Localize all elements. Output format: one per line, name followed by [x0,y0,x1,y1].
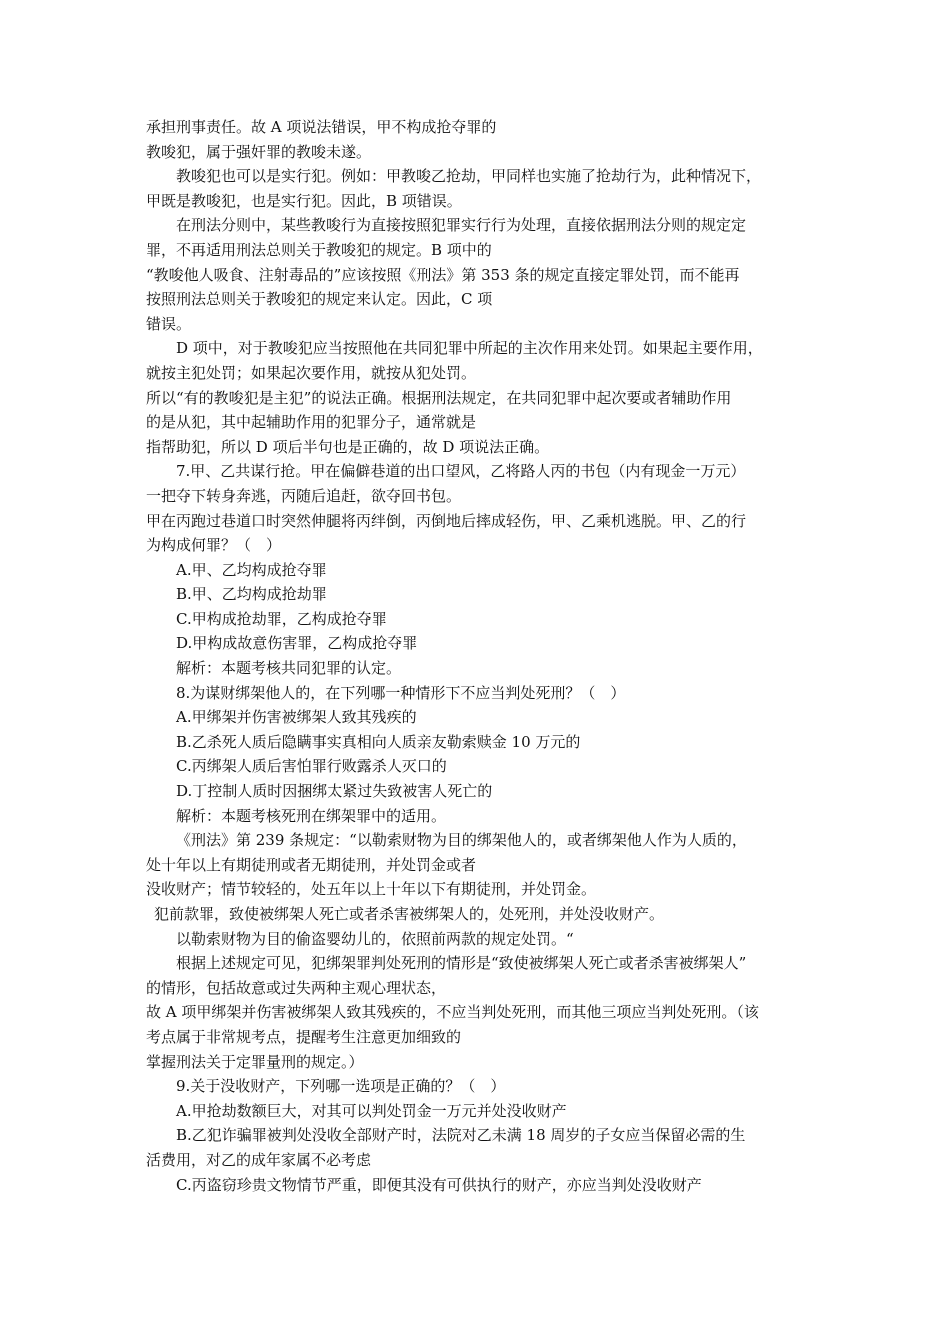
document-body [146,115,808,1197]
text-line: 教唆犯，属于强奸罪的教唆未遂。 [146,142,372,161]
text-line: 的情形，包括故意或过失两种主观心理状态， [146,978,447,997]
text-line: 8.为谋财绑架他人的，在下列哪一种情形下不应当判处死刑？（ ） [176,683,626,702]
text-line: 的是从犯，其中起辅助作用的犯罪分子，通常就是 [146,413,477,432]
text-line: A.甲抢劫数额巨大，对其可以判处罚金一万元并处没收财产 [176,1101,567,1120]
text-line: 罪，不再适用刑法总则关于教唆犯的规定。B 项中的 [146,240,492,259]
text-line: 甲既是教唆犯，也是实行犯。因此，B 项错误。 [146,191,462,210]
text-line: 错误。 [146,314,192,333]
text-line: 故 A 项甲绑架并伤害被绑架人致其残疾的，不应当判处死刑，而其他三项应当判处死刑。（该 [146,1003,759,1022]
text-line: 在刑法分则中，某些教唆行为直接按照犯罪实行行为处理，直接依据刑法分则的规定定 [176,216,747,235]
text-line: 指帮助犯，所以 D 项后半句也是正确的，故 D 项说法正确。 [146,437,550,456]
text-line: 以勒索财物为目的偷盗婴幼儿的，依照前两款的规定处罚。“ [176,929,574,948]
text-line: D.甲构成故意伤害罪，乙构成抢夺罪 [176,634,418,653]
text-line: 9.关于没收财产，下列哪一选项是正确的？（ ） [176,1077,506,1096]
text-line: 所以“有的教唆犯是主犯”的说法正确。根据刑法规定，在共同犯罪中起次要或者辅助作用 [146,388,732,407]
text-line: 7.甲、乙共谋行抢。甲在偏僻巷道的出口望风，乙将路人丙的书包（内有现金一万元） [176,462,746,481]
text-line: D.丁控制人质时因捆绑太紧过失致被害人死亡的 [176,782,493,801]
text-line: 处十年以上有期徒刑或者无期徒刑，并处罚金或者 [146,855,477,874]
text-line: C.丙盗窃珍贵文物情节严重，即便其没有可供执行的财产，亦应当判处没收财产 [176,1175,702,1194]
text-line: 掌握刑法关于定罪量刑的规定。） [146,1052,364,1071]
text-line: 一把夺下转身奔逃，丙随后追赶，欲夺回书包。 [146,486,462,505]
text-line: 考点属于非常规考点，提醒考生注意更加细致的 [146,1027,462,1046]
text-line: “教唆他人吸食、注射毒品的”应该按照《刑法》第 353 条的规定直接定罪处罚，而不能再 [146,265,740,284]
text-line: 《刑法》第 239 条规定：“以勒索财物为目的绑架他人的，或者绑架他人作为人质的， [176,831,747,850]
text-line: 活费用，对乙的成年家属不必考虑 [146,1150,372,1169]
text-line: 按照刑法总则关于教唆犯的规定来认定。因此，C 项 [146,290,493,309]
text-line: A.甲绑架并伤害被绑架人致其残疾的 [176,708,417,727]
text-line: C.丙绑架人质后害怕罪行败露杀人灭口的 [176,757,447,776]
text-line: 为构成何罪？（ ） [146,536,282,555]
text-line: 教唆犯也可以是实行犯。例如：甲教唆乙抢劫，甲同样也实施了抢劫行为，此种情况下， [176,167,762,186]
text-line: 没收财产；情节较轻的，处五年以上十年以下有期徒刑，并处罚金。 [146,880,597,899]
text-line: 甲在丙跑过巷道口时突然伸腿将丙绊倒，丙倒地后摔成轻伤，甲、乙乘机逃脱。甲、乙的行 [146,511,747,530]
text-line: 根据上述规定可见，犯绑架罪判处死刑的情形是“致使被绑架人死亡或者杀害被绑架人” [176,954,747,973]
text-line: C.甲构成抢劫罪，乙构成抢夺罪 [176,609,387,628]
text-line: 犯前款罪，致使被绑架人死亡或者杀害被绑架人的，处死刑，并处没收财产。 [154,905,665,923]
text-line: 就按主犯处罚；如果起次要作用，就按从犯处罚。 [146,363,477,382]
text-line: 解析：本题考核共同犯罪的认定。 [176,659,402,678]
text-line: A.甲、乙均构成抢夺罪 [176,560,327,579]
text-line: B.乙犯诈骗罪被判处没收全部财产时，法院对乙未满 18 周岁的子女应当保留必需的生 [176,1126,746,1145]
text-line: 承担刑事责任。故 A 项说法错误，甲不构成抢夺罪的 [146,118,497,136]
text-line: B.甲、乙均构成抢劫罪 [176,585,327,604]
text-line: D 项中，对于教唆犯应当按照他在共同犯罪中所起的主次作用来处罚。如果起主要作用， [176,339,763,358]
text-line: B.乙杀死人质后隐瞒事实真相向人质亲友勒索赎金 10 万元的 [176,732,581,751]
text-line: 解析：本题考核死刑在绑架罪中的适用。 [176,806,447,825]
